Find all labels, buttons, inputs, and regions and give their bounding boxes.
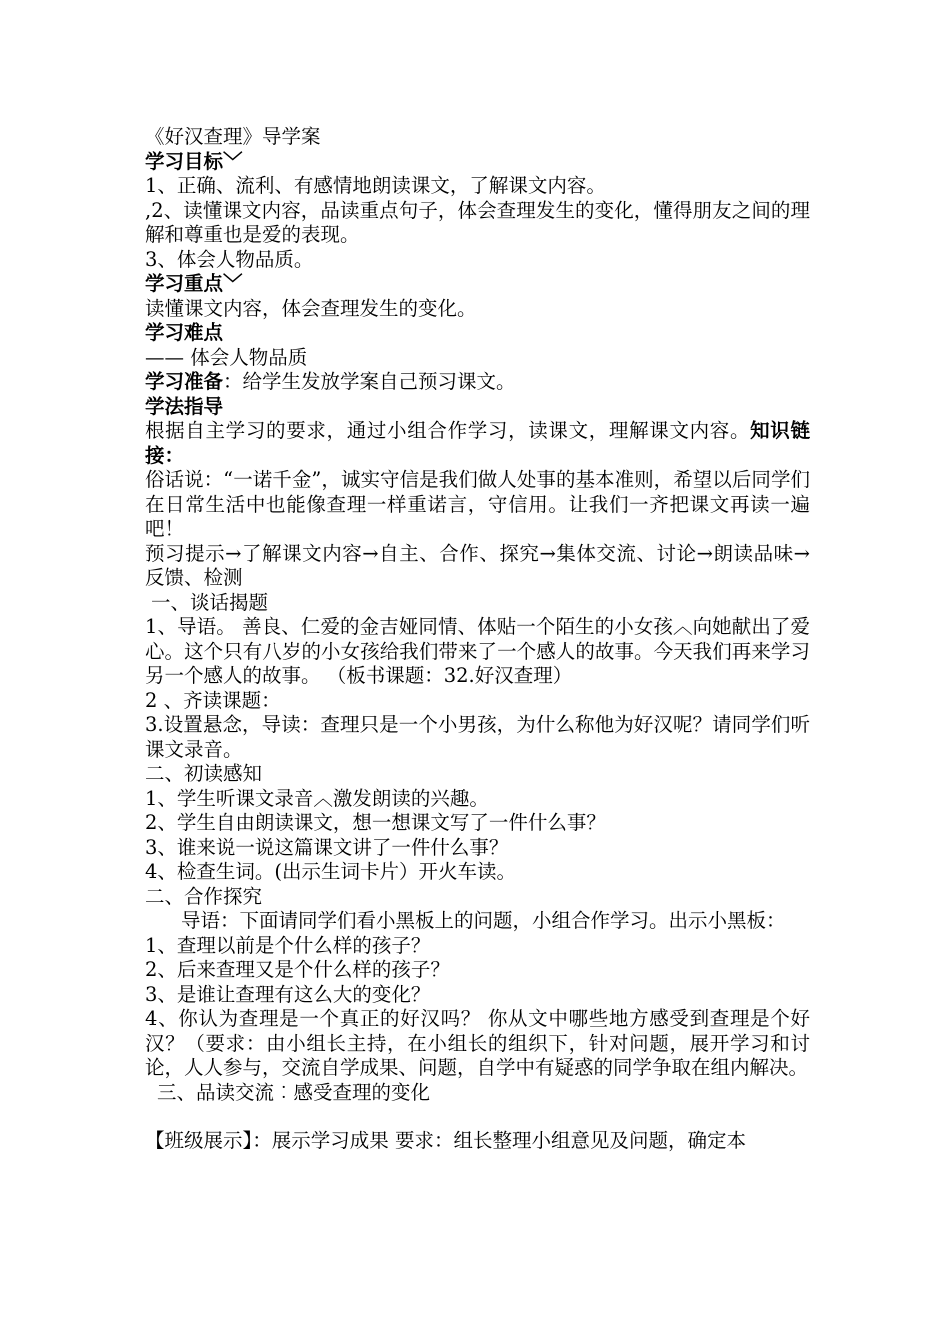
preparation-label: 学习准备 (145, 370, 224, 393)
heading-learning-goals: 学习目标﹀ (145, 149, 243, 173)
document-title: 《好汉查理》导学案 (145, 125, 321, 148)
knowledge-link-label: 知识链接： (145, 419, 810, 467)
preparation-text: ：给学生发放学案自己预习课文。 (223, 370, 516, 393)
section-1-item-1: 1、导语。 善良、仁爱的金吉娅同情、体贴一个陌生的小女孩︿向她献出了爱心。这个只有八岁的小女孩给我们带来了一个感人的故事。今天我们再来学习另一个感人的故事。 （板书课题：32.好汉查理） (145, 615, 810, 687)
goal-1: 1、正确、流利、有感情地朗读课文，了解课文内容。 (145, 174, 606, 197)
question-4: 4、你认为查理是一个真正的好汉吗？ 你从文中哪些地方感受到查理是个好汉？（要求：由小组长主持，在小组长的组织下，针对问题，展开学习和讨论，人人参与，交流自学成果、问题，自学中有疑惑的同学争取在组内解决。 (145, 1007, 810, 1079)
preparation-line (145, 370, 810, 395)
document-page (145, 125, 810, 1154)
section-3-intro: 导语：下面请同学们看小黑板上的问题，小组合作学习。出示小黑板： (181, 909, 786, 932)
section-1-item-3: 3.设置悬念，导读：查理只是一个小男孩，为什么称他为好汉呢？请同学们听课文录音。 (145, 713, 810, 761)
key-points-text: 读懂课文内容，体会查理发生的变化。 (145, 296, 477, 320)
section-1-heading: 一、谈话揭题 (151, 590, 269, 614)
preview-hint: 预习提示→了解课文内容→自主、合作、探究→集体交流、讨论→朗读品味→反馈、检测 (145, 541, 810, 589)
goal-2: ,2、读懂课文内容，品读重点句子，体会查理发生的变化，懂得朋友之间的理解和尊重也是爱的表现。 (145, 198, 810, 246)
heading-difficulties: 学习难点 (145, 321, 224, 344)
section-2-item-3: 3、谁来说一说这篇课文讲了一件什么事？ (145, 835, 509, 859)
knowledge-link-text: 俗话说：“一诺千金”，诚实守信是我们做人处事的基本准则，希望以后同学们在日常生活中也能像查理一样重诺言，守信用。让我们一齐把课文再读一遍吧！ (145, 468, 810, 540)
heading-method: 学法指导 (145, 394, 224, 418)
section-1-item-2: 2 、齐读课题： (145, 688, 281, 712)
section-2-item-1: 1、学生听课文录音︿激发朗读的兴趣。 (145, 786, 489, 810)
section-2-item-2: 2、学生自由朗读课文，想一想课文写了一件什么事？ (145, 811, 606, 834)
section-2-heading: 二、初读感知 (145, 762, 263, 785)
blank-line (145, 1105, 810, 1129)
method-text: 根据自主学习的要求，通过小组合作学习，读课文，理解课文内容。 (145, 419, 751, 442)
question-1: 1、查理以前是个什么样的孩子？ (145, 933, 431, 957)
section-3-heading: 二、合作探究 (145, 884, 263, 908)
goal-3: 3、体会人物品质。 (145, 247, 314, 271)
difficulties-text: —— 体会人物品质 (145, 345, 308, 369)
method-line (145, 419, 810, 468)
question-2: 2、后来查理又是个什么样的孩子？ (145, 958, 450, 981)
heading-key-points: 学习重点﹀ (145, 272, 243, 295)
section-2-item-4: 4、检查生词。(出示生词卡片）开火车读。 (145, 860, 517, 883)
section-4-heading: 三、品读交流︰感受查理的变化 (157, 1080, 431, 1104)
question-3: 3、是谁让查理有这么大的变化？ (145, 982, 431, 1006)
class-showcase: 【班级展示】：展示学习成果 要求：组长整理小组意见及问题，确定本 (145, 1129, 746, 1152)
